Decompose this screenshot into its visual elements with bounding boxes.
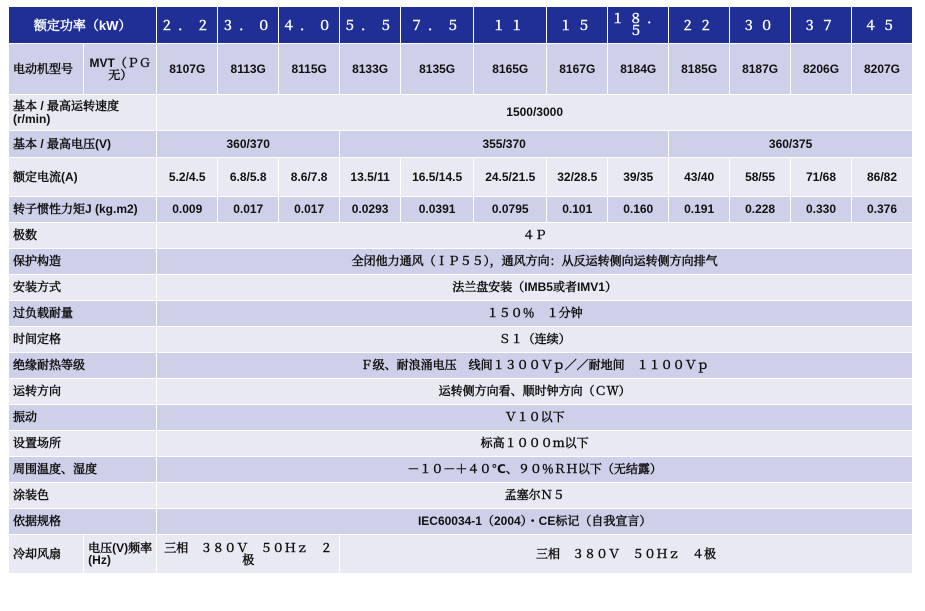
- inertia-cell: 0.376: [852, 197, 912, 222]
- current-cell: 32/28.5: [547, 158, 607, 196]
- spec-label: 振动: [9, 405, 156, 430]
- model-cell: 8115G: [279, 44, 339, 94]
- model-cell: 8107G: [157, 44, 217, 94]
- spec-label: 涂装色: [9, 483, 156, 508]
- power-cell: １５: [547, 7, 607, 43]
- spec-label: 运转方向: [9, 379, 156, 404]
- spec-value: Ｆ级、耐浪涌电压 线间１３００Ｖｐ／／耐地间 １１００Ｖｐ: [157, 353, 912, 378]
- speed-value: 1500/3000: [157, 95, 912, 130]
- inertia-cell: 0.160: [608, 197, 668, 222]
- row-label: 基本 / 最高运转速度(r/min): [9, 95, 156, 130]
- power-cell: １８．５: [608, 7, 668, 43]
- inertia-cell: 0.330: [791, 197, 851, 222]
- model-cell: 8185G: [669, 44, 729, 94]
- inertia-cell: 0.0391: [401, 197, 473, 222]
- power-cell: ４．０: [279, 7, 339, 43]
- current-cell: 86/82: [852, 158, 912, 196]
- spec-value: 法兰盘安装（IMB5或者IMV1）: [157, 275, 912, 300]
- current-cell: 39/35: [608, 158, 668, 196]
- fan-row: [9, 535, 912, 573]
- motor-spec-table: [8, 6, 913, 574]
- current-cell: 6.8/5.8: [218, 158, 278, 196]
- spec-row: [9, 353, 912, 378]
- row-label: 转子惯性力矩J (kg.m2): [9, 197, 156, 222]
- spec-label: 绝缘耐热等级: [9, 353, 156, 378]
- model-cell: 8133G: [340, 44, 400, 94]
- current-cell: 5.2/4.5: [157, 158, 217, 196]
- spec-value: Ｖ１０以下: [157, 405, 912, 430]
- inertia-cell: 0.228: [730, 197, 790, 222]
- inertia-cell: 0.009: [157, 197, 217, 222]
- current-cell: 16.5/14.5: [401, 158, 473, 196]
- spec-label: 过负载耐量: [9, 301, 156, 326]
- spec-value: １５０％ １分钟: [157, 301, 912, 326]
- inertia-cell: 0.0795: [474, 197, 546, 222]
- spec-row: [9, 379, 912, 404]
- spec-value: 标高１０００ｍ以下: [157, 431, 912, 456]
- current-cell: 71/68: [791, 158, 851, 196]
- spec-label: 极数: [9, 223, 156, 248]
- power-cell: ７．５: [401, 7, 473, 43]
- spec-value: Ｓ１（连续）: [157, 327, 912, 352]
- speed-row: [9, 95, 912, 130]
- model-cell: 8135G: [401, 44, 473, 94]
- power-cell: ２．２: [157, 7, 217, 43]
- fan-small-spec: 三相 ３８０Ｖ ５０Ｈｚ ２极: [157, 535, 339, 573]
- model-cell: 8184G: [608, 44, 668, 94]
- model-cell: 8207G: [852, 44, 912, 94]
- inertia-cell: 0.0293: [340, 197, 400, 222]
- row-sublabel: 电压(V)频率(Hz): [84, 535, 156, 573]
- spec-label: 保护构造: [9, 249, 156, 274]
- model-cell: 8187G: [730, 44, 790, 94]
- spec-value: ４Ｐ: [157, 223, 912, 248]
- model-cell: 8165G: [474, 44, 546, 94]
- spec-value: －１０－＋４０℃、９０％ＲＨ以下（无结露）: [157, 457, 912, 482]
- spec-row: [9, 223, 912, 248]
- header-title: 额定功率（kW）: [9, 7, 156, 43]
- spec-row: [9, 431, 912, 456]
- voltage-row: [9, 131, 912, 157]
- power-cell: ３７: [791, 7, 851, 43]
- voltage-group: 355/370: [340, 131, 668, 157]
- voltage-group: 360/370: [157, 131, 339, 157]
- current-cell: 58/55: [730, 158, 790, 196]
- inertia-cell: 0.017: [279, 197, 339, 222]
- row-label: 冷却风扇: [9, 535, 83, 573]
- current-row: [9, 158, 912, 196]
- fan-large-spec: 三相 ３８０Ｖ ５０Ｈｚ ４极: [340, 535, 912, 573]
- spec-label: 安装方式: [9, 275, 156, 300]
- spec-row: [9, 457, 912, 482]
- power-cell: ３０: [730, 7, 790, 43]
- row-label: 额定电流(A): [9, 158, 156, 196]
- spec-row: [9, 405, 912, 430]
- model-cell: 8113G: [218, 44, 278, 94]
- inertia-row: [9, 197, 912, 222]
- current-cell: 8.6/7.8: [279, 158, 339, 196]
- current-cell: 24.5/21.5: [474, 158, 546, 196]
- spec-label: 设置场所: [9, 431, 156, 456]
- spec-label: 依据规格: [9, 509, 156, 534]
- inertia-cell: 0.017: [218, 197, 278, 222]
- model-row: [9, 44, 912, 94]
- current-cell: 43/40: [669, 158, 729, 196]
- row-label: 电动机型号: [9, 44, 83, 94]
- power-cell: １１: [474, 7, 546, 43]
- spec-row: [9, 275, 912, 300]
- power-cell: ３．０: [218, 7, 278, 43]
- spec-label: 周围温度、湿度: [9, 457, 156, 482]
- spec-value: IEC60034-1（2004）・CE标记（自我宣言）: [157, 509, 912, 534]
- row-label: 基本 / 最高电压(V): [9, 131, 156, 157]
- spec-label: 时间定格: [9, 327, 156, 352]
- spec-value: 运转侧方向看、顺时钟方向（ＣＷ）: [157, 379, 912, 404]
- spec-value: 孟塞尔Ｎ５: [157, 483, 912, 508]
- inertia-cell: 0.101: [547, 197, 607, 222]
- spec-row: [9, 301, 912, 326]
- model-cell: 8167G: [547, 44, 607, 94]
- header-row: [9, 7, 912, 43]
- spec-row: [9, 249, 912, 274]
- spec-row: [9, 483, 912, 508]
- spec-row: [9, 327, 912, 352]
- power-cell: ２２: [669, 7, 729, 43]
- power-cell: ４５: [852, 7, 912, 43]
- voltage-group: 360/375: [669, 131, 912, 157]
- current-cell: 13.5/11: [340, 158, 400, 196]
- spec-row: [9, 509, 912, 534]
- inertia-cell: 0.191: [669, 197, 729, 222]
- power-cell: ５．５: [340, 7, 400, 43]
- spec-value: 全闭他力通风（ＩＰ５５），通风方向：从反运转侧向运转侧方向排气: [157, 249, 912, 274]
- row-sublabel: MVT（ＰＧ无）: [84, 44, 156, 94]
- model-cell: 8206G: [791, 44, 851, 94]
